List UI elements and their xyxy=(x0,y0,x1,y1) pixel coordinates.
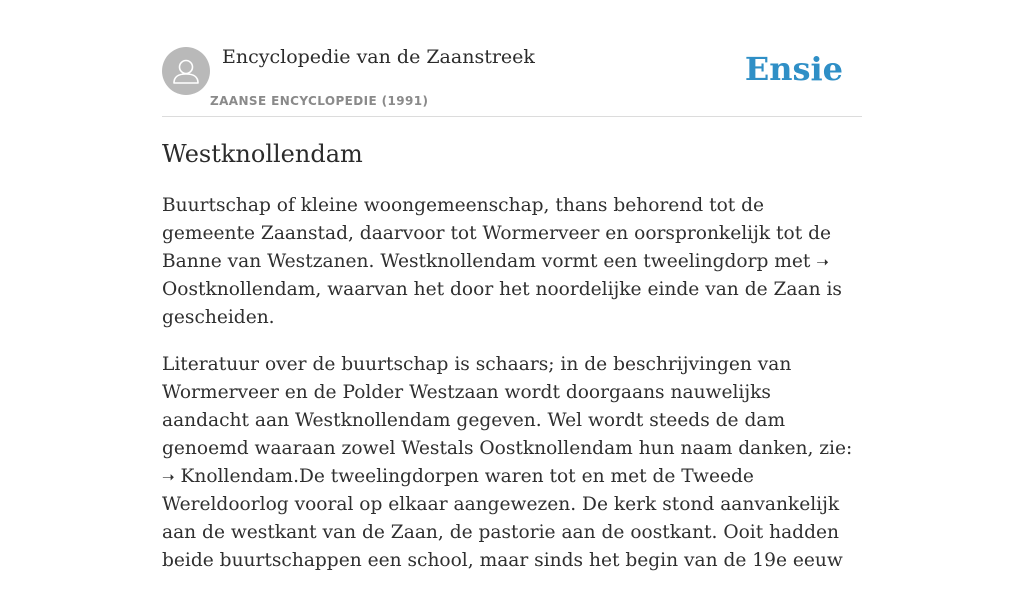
entry-body xyxy=(162,192,862,594)
avatar[interactable] xyxy=(162,47,210,95)
source-header xyxy=(162,0,862,117)
arrow-right-icon: ➝ xyxy=(162,468,175,486)
crossref-link-knollendam[interactable]: Knollendam xyxy=(180,466,294,487)
entry-card xyxy=(162,0,862,571)
arrow-right-icon: ➝ xyxy=(816,253,829,271)
paragraph-text: Literatuur over de buurtschap is schaars; in de beschrijvingen van Wormerveer en de Polder Westzaan wordt doorgaans nauwelijks aandacht aan Westknollendam gegeven. Wel wordt steeds de dam genoemd waaraan zowel Westals Oostknollendam hun naam danken, zie: xyxy=(162,354,853,459)
paragraph-text: .De tweelingdorpen waren tot en met de Tweede Wereldoorlog vooral op elkaar aangewezen. De kerk stond aanvankelijk aan de westkant van de Zaan, de pastorie aan de oostkant. Ooit hadden beide buurtschappen een school, maar sinds het begin van de 19e eeuw xyxy=(162,466,843,571)
paragraph-text: Buurtschap of kleine woongemeenschap, thans behorend tot de gemeente Zaanstad, daarvoor tot Wormerveer en oorspronkelijk tot de Banne van Westzanen. Westknollendam vormt een tweelingdorp met xyxy=(162,195,831,272)
source-title[interactable]: Encyclopedie van de Zaanstreek xyxy=(222,46,535,68)
user-icon xyxy=(162,47,210,95)
crossref-link-oostknollendam[interactable]: Oostknollendam xyxy=(162,279,316,300)
brand-logo[interactable]: Ensie xyxy=(744,50,843,88)
paragraph-text: , waarvan het door het noordelijke einde van de Zaan is gescheiden. xyxy=(162,279,842,328)
entry-title: Westknollendam xyxy=(162,140,363,168)
source-subtitle[interactable]: ZAANSE ENCYCLOPEDIE (1991) xyxy=(210,94,429,108)
paragraph xyxy=(162,192,862,332)
paragraph xyxy=(162,351,862,575)
